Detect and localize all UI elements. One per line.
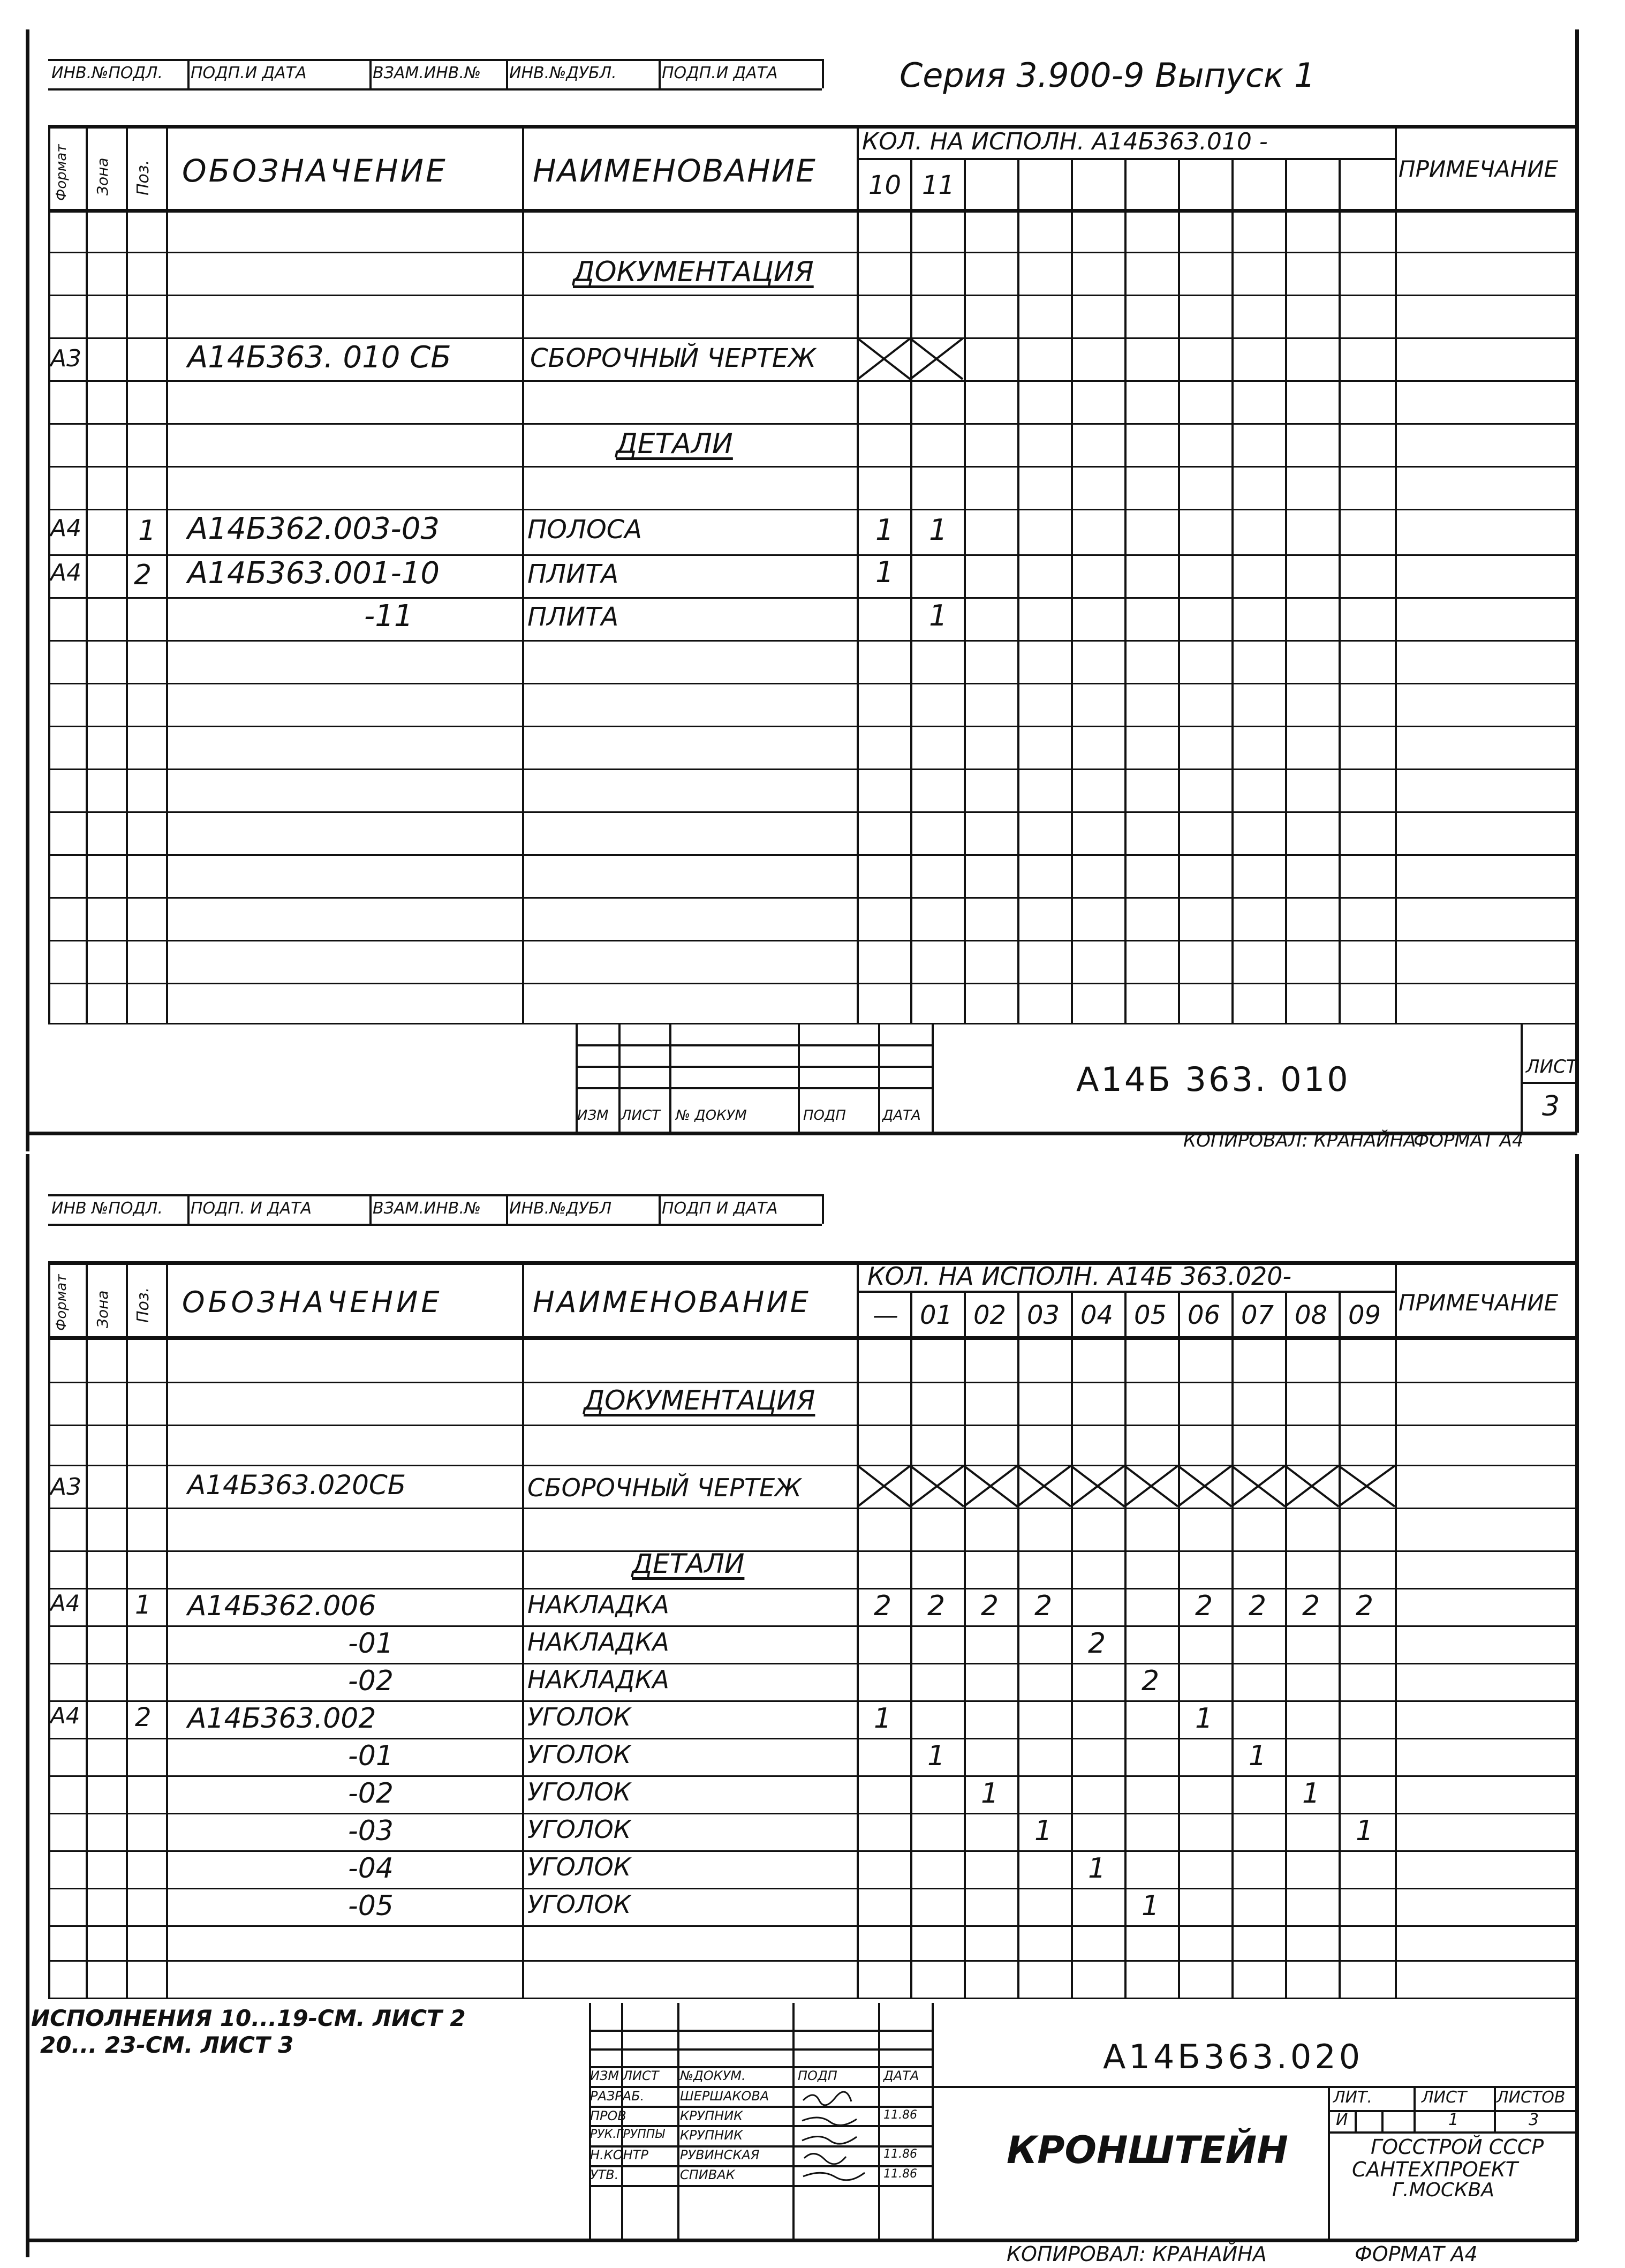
footer-format: ФОРМАТ А4 — [1355, 2242, 1478, 2266]
footer-copied: КОПИРОВАЛ: КРАНАЙНА — [1007, 2242, 1267, 2266]
stamp-label: ИНВ.№ДУБЛ — [509, 1199, 612, 1218]
header-designation: ОБОЗНАЧЕНИЕ — [182, 153, 448, 189]
row-name: НАКЛАДКА — [527, 1665, 669, 1694]
footer-copied: КОПИРОВАЛ: КРАНАЙНА — [1183, 1130, 1416, 1151]
row-designation: -01 — [348, 1740, 394, 1772]
row-format: А4 — [50, 515, 82, 542]
note-line: 20... 23-СМ. ЛИСТ 3 — [40, 2032, 294, 2058]
header-designation: ОБОЗНАЧЕНИЕ — [182, 1285, 443, 1319]
variant: 09 — [1348, 1300, 1381, 1330]
row-name: УГОЛОК — [527, 1740, 631, 1769]
row-designation: А14Б363.002 — [187, 1702, 376, 1735]
stamp-label: ПОДП.И ДАТА — [191, 64, 307, 82]
row-designation: А14Б363.001-10 — [187, 556, 440, 591]
sheets-label: ЛИСТОВ — [1496, 2088, 1566, 2107]
section-parts: ДЕТАЛИ — [616, 428, 733, 460]
signature — [798, 2090, 873, 2181]
row-format: А4 — [50, 1702, 80, 1729]
qty-cell: 2 — [1249, 1590, 1267, 1622]
drawing-title: КРОНШТЕЙН — [1007, 2128, 1288, 2172]
qty-cell: 2 — [874, 1590, 892, 1622]
qty-cell: 1 — [929, 513, 948, 547]
section-documentation: ДОКУМЕНТАЦИЯ — [573, 256, 814, 288]
row-pos: 1 — [138, 515, 156, 547]
role-label: УТВ. — [590, 2167, 619, 2182]
row-name: СБОРОЧНЫЙ ЧЕРТЕЖ — [530, 343, 816, 373]
qty-cell: 1 — [1356, 1815, 1374, 1847]
stamp-label: ВЗАМ.ИНВ.№ — [373, 64, 481, 82]
role-name: КРУПНИК — [680, 2108, 743, 2123]
row-designation: А14Б363.020СБ — [187, 1470, 406, 1501]
qty-cell: 2 — [1034, 1590, 1053, 1622]
tb-col: ДАТА — [882, 1107, 921, 1124]
org-line: САНТЕХПРОЕКТ — [1352, 2158, 1518, 2181]
variant: 01 — [920, 1300, 953, 1330]
header-note: ПРИМЕЧАНИЕ — [1399, 1290, 1559, 1316]
stamp-label: ПОДП.И ДАТА — [662, 64, 778, 82]
row-name: НАКЛАДКА — [527, 1627, 669, 1656]
stamp-label: ИНВ.№ПОДЛ. — [51, 64, 163, 82]
role-date: 11.86 — [883, 2148, 917, 2161]
sheet-2 — [0, 1151, 1625, 2268]
row-designation: А14Б362.003-03 — [187, 511, 440, 546]
qty-cell: 1 — [929, 599, 948, 632]
row-format: А4 — [50, 1590, 80, 1616]
row-designation: А14Б363. 010 СБ — [187, 340, 451, 375]
role-name: СПИВАК — [680, 2167, 735, 2182]
tb-col: ПОДП — [803, 1107, 846, 1124]
qty-cell: 1 — [875, 513, 894, 547]
org-line: ГОССТРОЙ СССР — [1371, 2135, 1544, 2159]
stamp-label: ПОДП. И ДАТА — [191, 1199, 312, 1218]
tb-col: ИЗМ — [590, 2068, 619, 2083]
sheet-label: ЛИСТ — [1422, 2088, 1467, 2107]
row-format: А3 — [50, 345, 82, 372]
doc-number: А14Б 363. 010 — [1076, 1060, 1350, 1099]
header-zone: Зона — [94, 157, 111, 195]
row-name: УГОЛОК — [527, 1815, 631, 1844]
variant-10: 10 — [868, 170, 902, 200]
qty-cell: 2 — [1088, 1627, 1106, 1660]
stamp-label: ИНВ.№ДУБЛ. — [509, 64, 617, 82]
qty-cell: 1 — [981, 1777, 999, 1810]
qty-cell: 2 — [927, 1590, 946, 1622]
role-label: РУК.ГРУППЫ — [590, 2128, 665, 2141]
note-line: ИСПОЛНЕНИЯ 10...19-СМ. ЛИСТ 2 — [31, 2005, 466, 2031]
variant-11: 11 — [922, 170, 955, 200]
qty-cell: 2 — [1195, 1590, 1213, 1622]
lit-value: И — [1336, 2111, 1348, 2129]
qty-cell: 2 — [1356, 1590, 1374, 1622]
row-pos: 1 — [135, 1590, 152, 1620]
row-name: НАКЛАДКА — [527, 1590, 669, 1619]
qty-cell: 2 — [981, 1590, 999, 1622]
qty-header: КОЛ. НА ИСПОЛН. А14Б363.010 - — [862, 128, 1268, 155]
row-name: СБОРОЧНЫЙ ЧЕРТЕЖ — [527, 1473, 802, 1502]
qty-cell: 1 — [875, 555, 894, 589]
row-designation: -05 — [348, 1890, 394, 1922]
variant: — — [873, 1300, 898, 1330]
variant: 06 — [1188, 1300, 1221, 1330]
row-designation: -04 — [348, 1852, 394, 1885]
header-pos: Поз. — [134, 1287, 153, 1323]
role-label: Н.КОНТР — [590, 2148, 648, 2162]
footer-format: ФОРМАТ А4 — [1414, 1130, 1524, 1151]
variant: 05 — [1134, 1300, 1167, 1330]
row-name: ПЛИТА — [527, 559, 619, 589]
header-format: Формат — [54, 144, 70, 201]
tb-col: № ДОКУМ — [676, 1107, 747, 1124]
qty-cell: 1 — [1142, 1890, 1160, 1922]
tb-col: ПОДП — [798, 2068, 837, 2083]
header-format: Формат — [54, 1274, 70, 1331]
qty-cell: 2 — [1142, 1665, 1160, 1697]
row-format: А4 — [50, 559, 82, 586]
qty-cell: 1 — [1195, 1702, 1213, 1735]
row-name: ПОЛОСА — [527, 515, 643, 545]
variant: 04 — [1080, 1300, 1114, 1330]
qty-cell: 2 — [1302, 1590, 1320, 1622]
tb-col: ЛИСТ — [621, 1107, 661, 1124]
variant: 03 — [1027, 1300, 1060, 1330]
variant: 07 — [1241, 1300, 1274, 1330]
row-designation: -02 — [348, 1777, 394, 1810]
row-name: УГОЛОК — [527, 1852, 631, 1881]
stamp-label: ИНВ №ПОДЛ. — [51, 1199, 163, 1218]
header-name: НАИМЕНОВАНИЕ — [533, 1285, 811, 1319]
row-pos: 2 — [134, 559, 152, 591]
tb-col: ДАТА — [883, 2068, 919, 2083]
row-designation: -01 — [348, 1627, 394, 1660]
row-designation: -11 — [364, 599, 413, 634]
stamp-label: ВЗАМ.ИНВ.№ — [373, 1199, 481, 1218]
row-name: УГОЛОК — [527, 1890, 631, 1919]
sheet-value: 1 — [1448, 2111, 1459, 2129]
role-label: РАЗРАБ. — [590, 2089, 645, 2104]
row-designation: А14Б362.006 — [187, 1590, 376, 1622]
row-format: А3 — [50, 1473, 82, 1501]
qty-cell: 1 — [1034, 1815, 1053, 1847]
tb-col: №ДОКУМ. — [680, 2068, 746, 2083]
variant-cross — [858, 338, 963, 379]
tb-col: ЛИСТ — [623, 2068, 659, 2083]
row-designation: -02 — [348, 1665, 394, 1697]
section-parts: ДЕТАЛИ — [632, 1548, 745, 1579]
sheet-label: ЛИСТ — [1526, 1056, 1577, 1078]
role-date: 11.86 — [883, 2108, 917, 2122]
sheets-value: 3 — [1529, 2111, 1539, 2129]
row-name: УГОЛОК — [527, 1702, 631, 1731]
row-pos: 2 — [135, 1702, 152, 1732]
doc-number: А14Б363.020 — [1103, 2037, 1364, 2076]
org-line: Г.МОСКВА — [1392, 2179, 1494, 2201]
row-designation: -03 — [348, 1815, 394, 1847]
qty-cell: 1 — [1088, 1852, 1106, 1885]
header-name: НАИМЕНОВАНИЕ — [533, 153, 817, 189]
qty-cell: 1 — [1249, 1740, 1267, 1772]
variant-crosses — [858, 1466, 1395, 1506]
row-name: УГОЛОК — [527, 1777, 631, 1806]
sheet-number: 3 — [1542, 1090, 1560, 1122]
role-name: КРУПНИК — [680, 2128, 743, 2143]
row-name: ПЛИТА — [527, 602, 619, 632]
header-zone: Зона — [94, 1290, 111, 1328]
tb-col: ИЗМ — [577, 1107, 609, 1124]
role-label: ПРОВ — [590, 2108, 626, 2123]
role-name: ШЕРШАКОВА — [680, 2089, 769, 2104]
variant: 02 — [973, 1300, 1007, 1330]
lit-label: ЛИТ. — [1333, 2088, 1372, 2107]
qty-cell: 1 — [874, 1702, 892, 1735]
variant: 08 — [1295, 1300, 1328, 1330]
role-name: РУВИНСКАЯ — [680, 2148, 760, 2162]
series-label: Серия 3.900-9 Выпуск 1 — [900, 56, 1316, 95]
header-note: ПРИМЕЧАНИЕ — [1399, 156, 1559, 182]
qty-cell: 1 — [927, 1740, 946, 1772]
header-pos: Поз. — [134, 160, 153, 195]
role-date: 11.86 — [883, 2167, 917, 2181]
stamp-label: ПОДП И ДАТА — [662, 1199, 778, 1218]
section-documentation: ДОКУМЕНТАЦИЯ — [584, 1385, 815, 1416]
qty-cell: 1 — [1302, 1777, 1320, 1810]
qty-header: КОЛ. НА ИСПОЛН. А14Б 363.020- — [867, 1262, 1292, 1291]
